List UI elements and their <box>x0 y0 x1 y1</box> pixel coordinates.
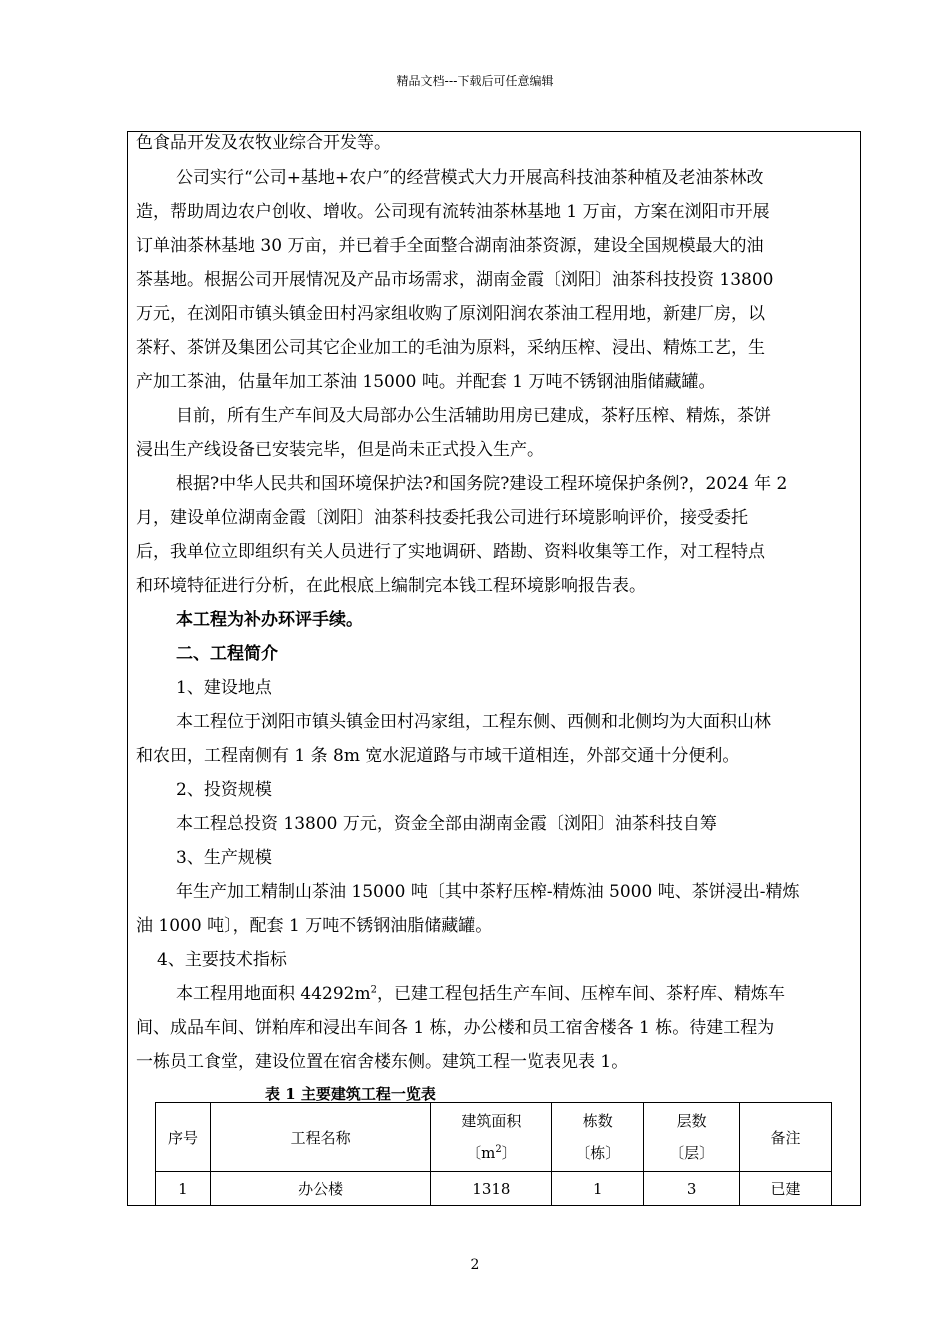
text-line: 月，建设单位湖南金霞〔浏阳〕油茶科技委托我公司进行环境影响评价，接受委托 <box>136 508 748 528</box>
header-floors-line1: 层数 <box>676 1112 707 1130</box>
header-note: 备注 <box>740 1103 832 1172</box>
superscript: 2 <box>495 1144 502 1155</box>
text-line: 茶基地。根据公司开展情况及产品市场需求，湖南金霞〔浏阳〕油茶科技投资 13800 <box>136 270 774 290</box>
header-area-unit-open: 〔m <box>466 1144 496 1162</box>
header-name: 工程名称 <box>210 1103 431 1172</box>
cell-count: 1 <box>552 1172 644 1206</box>
subsection-heading: 4、主要技术指标 <box>157 950 287 970</box>
subsection-heading: 2、投资规模 <box>176 780 272 800</box>
header-area-line1: 建筑面积 <box>461 1112 522 1130</box>
header-floors-line2: 〔层〕 <box>669 1144 715 1162</box>
text-line: 浸出生产线设备已安装完毕，但是尚未正式投入生产。 <box>136 440 544 460</box>
cell-name: 办公楼 <box>210 1172 431 1206</box>
page-header: 精品文档---下载后可任意编辑 <box>396 74 554 88</box>
text-line: 后，我单位立即组织有关人员进行了实地调研、踏勘、资料收集等工作，对工程特点 <box>136 542 765 562</box>
subsection-heading: 3、生产规模 <box>176 848 272 868</box>
text-line: 年生产加工精制山茶油 15000 吨〔其中茶籽压榨-精炼油 5000 吨、茶饼浸出-精炼 <box>176 882 800 902</box>
text-line: 公司实行“公司+基地+农户″的经营模式大力开展高科技油茶种植及老油茶林改 <box>176 168 764 188</box>
cell-seq: 1 <box>156 1172 211 1206</box>
table-title: 表 1 主要建筑工程一览表 <box>265 1085 436 1103</box>
text-line: 油 1000 吨〕，配套 1 万吨不锈钢油脂储藏罐。 <box>136 916 493 936</box>
text-line: 色食品开发及农牧业综合开发等。 <box>136 133 391 153</box>
text-line: 产加工茶油，估量年加工茶油 15000 吨。并配套 1 万吨不锈钢油脂储藏罐。 <box>136 372 716 392</box>
text-line: 本工程总投资 13800 万元，资金全部由湖南金霞〔浏阳〕油茶科技自筹 <box>176 814 717 834</box>
text-line: 一栋员工食堂，建设位置在宿舍楼东侧。建筑工程一览表见表 1。 <box>136 1052 629 1072</box>
superscript: 2 <box>370 984 377 996</box>
text-line: 本工程位于浏阳市镇头镇金田村冯家组，工程东侧、西侧和北侧均为大面积山林 <box>176 712 771 732</box>
header-count-line1: 栋数 <box>582 1112 613 1130</box>
content-frame <box>127 131 861 1206</box>
text-line: 造，帮助周边农户创收、增收。公司现有流转油茶林基地 1 万亩，方案在浏阳市开展 <box>136 202 770 222</box>
text-line: 万元，在浏阳市镇头镇金田村冯家组收购了原浏阳润农茶油工程用地，新建厂房，以 <box>136 304 765 324</box>
header-floors <box>644 1103 740 1172</box>
cell-floors: 3 <box>644 1172 740 1206</box>
subsection-heading: 1、建设地点 <box>176 678 272 698</box>
text-line: 间、成品车间、饼粕库和浸出车间各 1 栋，办公楼和员工宿舍楼各 1 栋。待建工程为 <box>136 1018 775 1038</box>
text-line: 根据?中华人民共和国环境保护法?和国务院?建设工程环境保护条例?，2024 年 2 <box>176 474 788 494</box>
header-count-line2: 〔栋〕 <box>575 1144 621 1162</box>
cell-area: 1318 <box>431 1172 552 1206</box>
section-heading: 二、工程简介 <box>176 644 278 664</box>
header-count <box>552 1103 644 1172</box>
text-line: 目前，所有生产车间及大局部办公生活辅助用房已建成，茶籽压榨、精炼，茶饼 <box>176 406 771 426</box>
table-row <box>156 1172 832 1206</box>
text-line: 和农田，工程南侧有 1 条 8m 宽水泥道路与市域干道相连，外部交通十分便利。 <box>136 746 740 766</box>
text-line <box>176 982 785 1006</box>
text-fragment: ，已建工程包括生产车间、压榨车间、茶籽库、精炼车 <box>376 984 785 1004</box>
text-line: 茶籽、茶饼及集团公司其它企业加工的毛油为原料，采纳压榨、浸出、精炼工艺，生 <box>136 338 765 358</box>
text-line: 订单油茶林基地 30 万亩，并已着手全面整合湖南油茶资源，建设全国规模最大的油 <box>136 236 764 256</box>
text-line: 和环境特征进行分析，在此根底上编制完本钱工程环境影响报告表。 <box>136 576 646 596</box>
header-area-line2 <box>431 1137 551 1169</box>
notice-line: 本工程为补办环评手续。 <box>176 610 363 630</box>
header-area <box>431 1103 552 1172</box>
text-fragment: 本工程用地面积 44292m <box>176 984 371 1004</box>
page-number: 2 <box>470 1257 480 1273</box>
header-area-unit-close: 〕 <box>501 1144 517 1162</box>
header-seq: 序号 <box>156 1103 211 1172</box>
cell-note: 已建 <box>740 1172 832 1206</box>
table-header-row <box>156 1103 832 1172</box>
building-table <box>155 1102 832 1206</box>
